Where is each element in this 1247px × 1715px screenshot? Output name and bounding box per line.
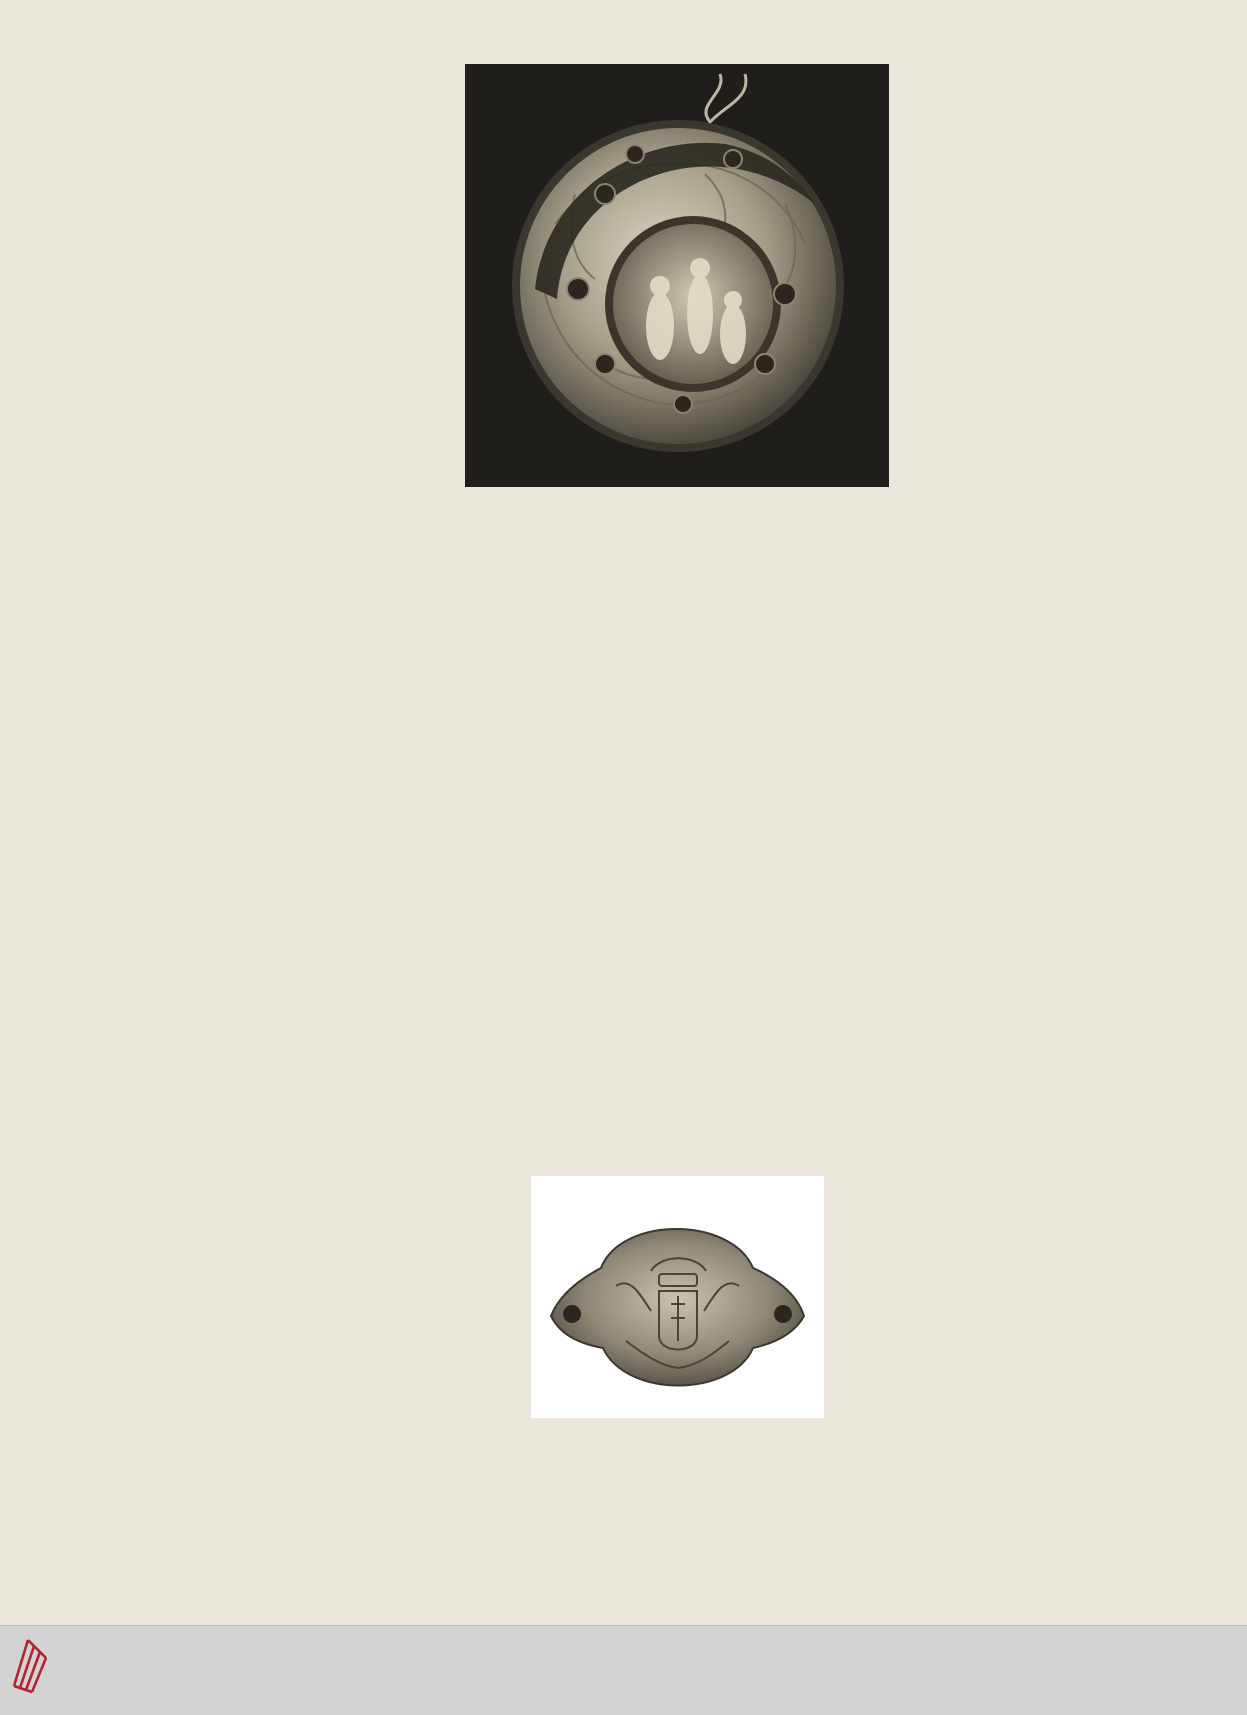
- figure-8-image: [531, 1176, 824, 1418]
- footer-bar: [0, 1625, 1247, 1715]
- figure-7-image: [465, 64, 889, 487]
- library-logo-icon: [10, 1636, 54, 1694]
